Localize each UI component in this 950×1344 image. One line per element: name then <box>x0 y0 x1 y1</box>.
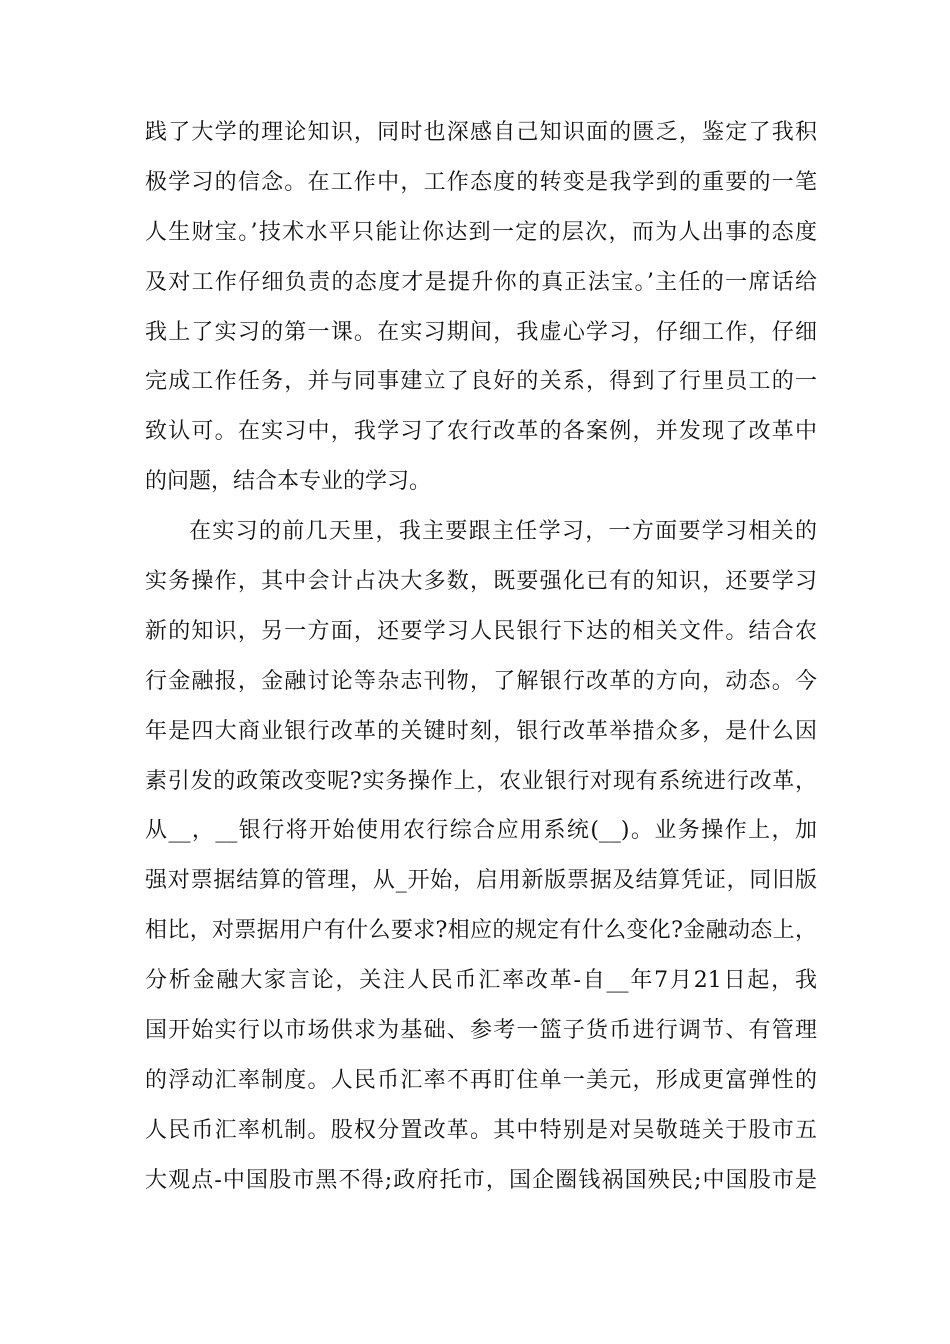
paragraph-1-line-3: 人生财宝。’技术水平只能让你达到一定的层次，而为人出事的态度 <box>145 219 817 245</box>
paragraph-1-line-2: 极学习的信念。在工作中，工作态度的转变是我学到的重要的一笔 <box>145 169 817 195</box>
paragraph-2-line-14: 大观点-中国股市黑不得;政府托市，国企圈钱祸国殃民;中国股市是 <box>145 1167 817 1193</box>
paragraph-1-line-5: 我上了实习的第一课。在实习期间，我虚心学习，仔细工作，仔细 <box>145 319 817 345</box>
paragraph-2-line-5: 年是四大商业银行改革的关键时刻，银行改革举措众多，是什么因 <box>145 718 817 744</box>
paragraph-2-line-12: 的浮动汇率制度。人民币汇率不再盯住单一美元，形成更富弹性的 <box>145 1067 817 1093</box>
paragraph-2-line-7: 从__，__银行将开始使用农行综合应用系统(__)。业务操作上，加 <box>145 818 817 844</box>
paragraph-2-line-6: 素引发的政策改变呢?实务操作上，农业银行对现有系统进行改革， <box>145 768 817 794</box>
paragraph-1-line-4: 及对工作仔细负责的态度才是提升你的真正法宝。’主任的一席话给 <box>145 269 817 295</box>
document-body <box>145 108 817 1206</box>
paragraph-2-line-8: 强对票据结算的管理，从_开始，启用新版票据及结算凭证，同旧版 <box>145 868 817 894</box>
paragraph-2-line-2: 实务操作，其中会计占决大多数，既要强化已有的知识，还要学习 <box>145 569 817 595</box>
paragraph-2-line-10: 分析金融大家言论，关注人民币汇率改革-自__年7月21日起，我 <box>145 968 817 994</box>
paragraph-1-line-1: 践了大学的理论知识，同时也深感自己知识面的匮乏，鉴定了我积 <box>145 120 817 145</box>
paragraph-1-line-7: 致认可。在实习中，我学习了农行改革的各案例，并发现了改革中 <box>145 419 817 445</box>
paragraph-2-line-13: 人民币汇率机制。股权分置改革。其中特别是对吴敬琏关于股市五 <box>145 1117 817 1143</box>
paragraph-2-line-3: 新的知识，另一方面，还要学习人民银行下达的相关文件。结合农 <box>145 618 817 644</box>
paragraph-1-line-6: 完成工作任务，并与同事建立了良好的关系，得到了行里员工的一 <box>145 369 817 395</box>
paragraph-2-line-11: 国开始实行以市场供求为基础、参考一篮子货币进行调节、有管理 <box>145 1018 817 1044</box>
paragraph-2-line-1: 在实习的前几天里，我主要跟主任学习，一方面要学习相关的 <box>189 519 817 545</box>
paragraph-1-line-8: 的问题，结合本专业的学习。 <box>145 469 432 495</box>
paragraph-2-line-4: 行金融报，金融讨论等杂志刊物，了解银行改革的方向，动态。今 <box>145 668 817 694</box>
paragraph-2-line-9: 相比，对票据用户有什么要求?相应的规定有什么变化?金融动态上， <box>145 918 817 944</box>
